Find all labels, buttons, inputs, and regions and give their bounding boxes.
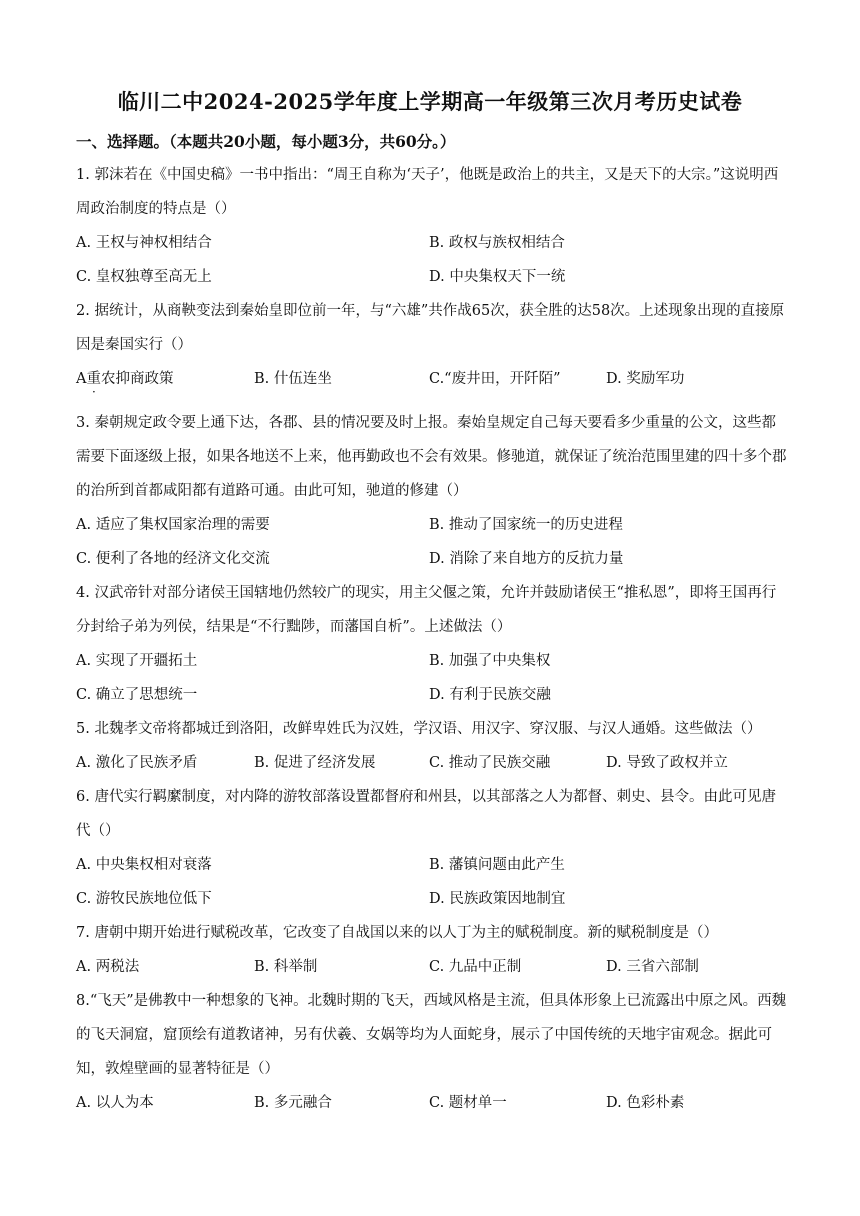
option-a[interactable]: A. 王权与神权相结合 <box>76 235 212 251</box>
question-6-options <box>76 848 788 882</box>
option-c[interactable]: C. 九品中正制 <box>429 959 522 975</box>
question-6-options-2 <box>76 882 788 916</box>
option-c[interactable]: C. 确立了思想统一 <box>76 687 198 703</box>
option-d[interactable]: D. 消除了来自地方的反抗力量 <box>429 551 624 567</box>
question-1-options-2 <box>76 260 788 294</box>
option-c[interactable]: C. 皇权独尊至高无上 <box>76 269 212 285</box>
option-b[interactable]: B. 藩镇问题由此产生 <box>429 857 565 873</box>
question-6-stem: 6. 唐代实行羁縻制度，对内降的游牧部落设置都督府和州县，以其部落之人为都督、刺史、县令。由此可见唐代（） <box>76 789 776 839</box>
question-4-options-2 <box>76 678 788 712</box>
question-4-options <box>76 644 788 678</box>
question-8-stem: 8.“飞天”是佛教中一种想象的飞神。北魏时期的飞天，西域风格是主流，但具体形象上已流露出中原之风。西魏的飞天洞窟，窟顶绘有道教诸神，另有伏羲、女娲等均为人面蛇身，展示了中国传统的天地宇宙观念。据此可知，敦煌壁画的显著特征是（） <box>76 993 787 1077</box>
option-a[interactable]: A重农抑商政策 <box>76 371 174 387</box>
question-3-stem: 3. 秦朝规定政令要上通下达，各郡、县的情况要及时上报。秦始皇规定自己每天要看多少重量的公文，这些都需要下面逐级上报，如果各地送不上来，他再勤政也不会有效果。修驰道，就保证了统治范围里建的四十多个郡的治所到首都咸阳都有道路可通。由此可知，驰道的修建（） <box>76 415 787 499</box>
option-a[interactable]: A. 两税法 <box>76 959 140 975</box>
question-3-options-2 <box>76 542 788 576</box>
option-c[interactable]: C. 便利了各地的经济文化交流 <box>76 551 270 567</box>
option-b[interactable]: B. 促进了经济发展 <box>254 755 376 771</box>
option-d[interactable]: D. 三省六部制 <box>606 959 699 975</box>
question-2-options <box>76 362 788 399</box>
option-a[interactable]: A. 中央集权相对衰落 <box>76 857 212 873</box>
stray-dot: · <box>92 385 96 399</box>
question-7-options <box>76 950 788 984</box>
option-b[interactable]: B. 政权与族权相结合 <box>429 235 565 251</box>
option-a[interactable]: A. 以人为本 <box>76 1095 154 1111</box>
exam-title: 临川二中2024-2025学年度上学期高一年级第三次月考历史试卷 <box>117 89 743 114</box>
option-d[interactable]: D. 中央集权天下一统 <box>429 269 566 285</box>
question-2-stem: 2. 据统计，从商鞅变法到秦始皇即位前一年，与“六雄”共作战65次，获全胜的达58次。上述现象出现的直接原因是秦国实行（） <box>76 303 785 353</box>
section-heading: 一、选择题。（本题共20小题，每小题3分，共60分。） <box>76 132 456 151</box>
option-d[interactable]: D. 导致了政权并立 <box>606 755 728 771</box>
question-7-stem: 7. 唐朝中期开始进行赋税改革，它改变了自战国以来的以人丁为主的赋税制度。新的赋税制度是（） <box>76 925 718 941</box>
option-b[interactable]: B. 推动了国家统一的历史进程 <box>429 517 623 533</box>
question-3-options <box>76 508 788 542</box>
question-1-options <box>76 226 788 260</box>
option-b[interactable]: B. 加强了中央集权 <box>429 653 551 669</box>
option-b[interactable]: B. 什伍连坐 <box>254 371 332 387</box>
option-a[interactable]: A. 激化了民族矛盾 <box>76 755 198 771</box>
option-d[interactable]: D. 有利于民族交融 <box>429 687 551 703</box>
question-4-stem: 4. 汉武帝针对部分诸侯王国辖地仍然较广的现实，用主父偃之策，允许并鼓励诸侯王“推私恩”，即将王国再行分封给子弟为列侯，结果是“不行黜陟，而藩国自析”。上述做法（） <box>76 585 777 635</box>
option-c[interactable]: C. 游牧民族地位低下 <box>76 891 212 907</box>
option-c[interactable]: C. 题材单一 <box>429 1095 507 1111</box>
option-d[interactable]: D. 奖励军功 <box>606 371 685 387</box>
question-1-stem: 1. 郭沫若在《中国史稿》一书中指出：“周王自称为‘天子’，他既是政治上的共主，又是天下的大宗。”这说明西周政治制度的特点是（） <box>76 167 779 217</box>
option-d[interactable]: D. 色彩朴素 <box>606 1095 685 1111</box>
question-5-stem: 5. 北魏孝文帝将都城迁到洛阳，改鲜卑姓氏为汉姓，学汉语、用汉字、穿汉服、与汉人通婚。这些做法（） <box>76 721 762 737</box>
option-c[interactable]: C.“废井田，开阡陌” <box>429 371 561 387</box>
option-c[interactable]: C. 推动了民族交融 <box>429 755 551 771</box>
option-b[interactable]: B. 多元融合 <box>254 1095 332 1111</box>
option-b[interactable]: B. 科举制 <box>254 959 318 975</box>
option-a[interactable]: A. 适应了集权国家治理的需要 <box>76 517 270 533</box>
option-a[interactable]: A. 实现了开疆拓土 <box>76 653 198 669</box>
question-8-options <box>76 1086 788 1120</box>
question-5-options <box>76 746 788 780</box>
option-d[interactable]: D. 民族政策因地制宜 <box>429 891 566 907</box>
